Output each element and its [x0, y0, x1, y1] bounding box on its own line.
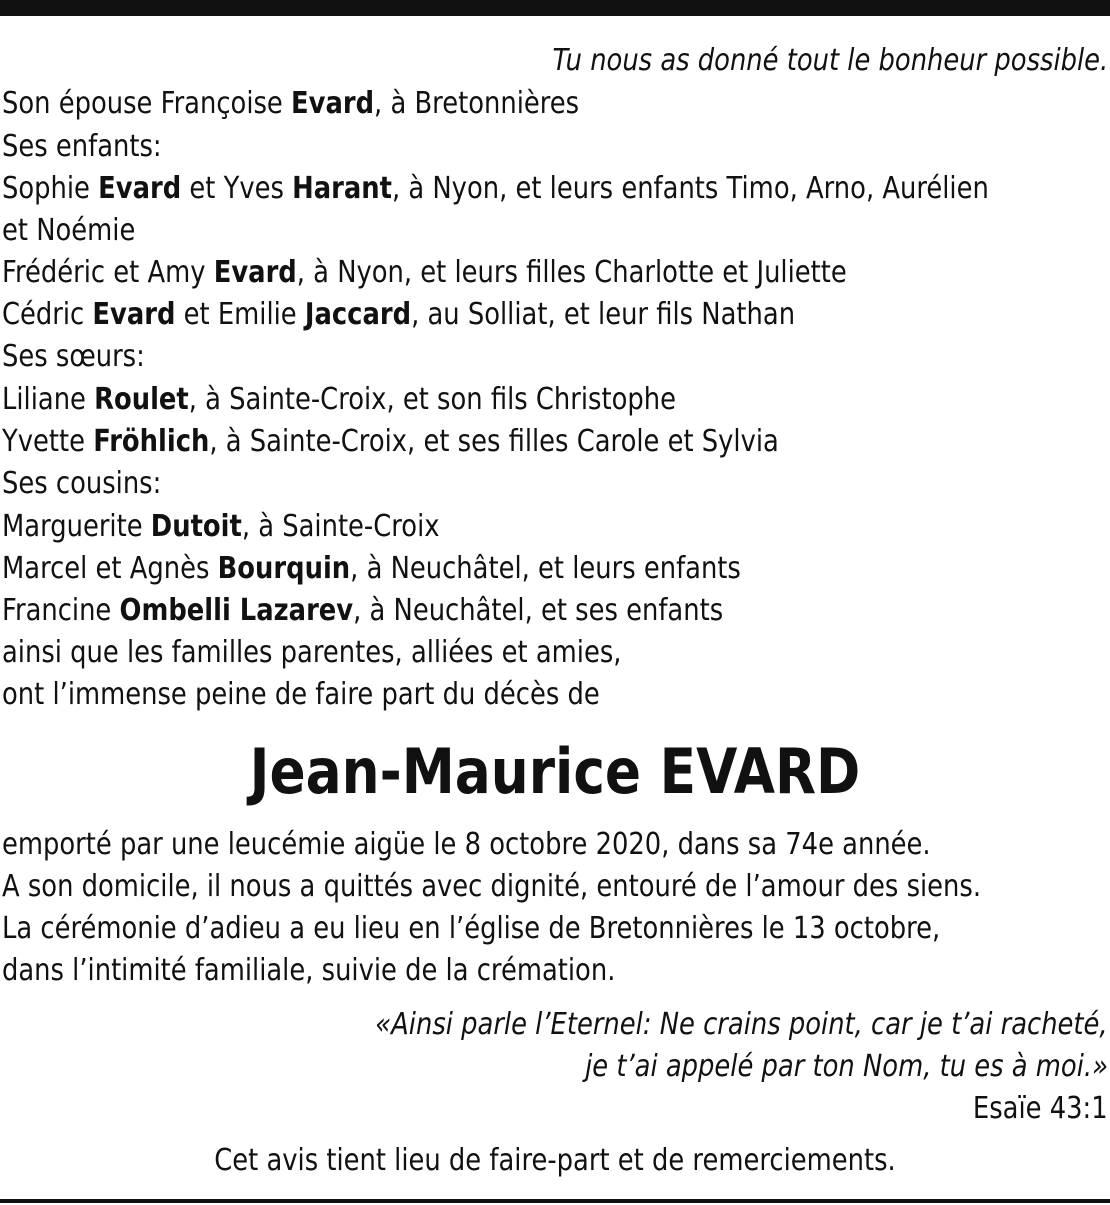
body-line: emporté par une leucémie aigüe le 8 octobre 2020, dans sa 74e année.	[2, 827, 931, 862]
family-line-families: ainsi que les familles parentes, alliées et amies,	[2, 635, 622, 670]
deceased-name: Jean-Maurice EVARD	[249, 735, 861, 808]
family-line-spouse: Son épouse Françoise Evard, à Bretonnières	[2, 86, 580, 121]
family-line-marcel: Marcel et Agnès Bourquin, à Neuchâtel, et leurs enfants	[2, 551, 741, 586]
family-line-marguerite: Marguerite Dutoit, à Sainte-Croix	[2, 509, 440, 544]
footer-note: Cet avis tient lieu de faire-part et de remerciements.	[214, 1143, 896, 1178]
family-line-frederic: Frédéric et Amy Evard, à Nyon, et leurs filles Charlotte et Juliette	[2, 255, 847, 290]
body-line: dans l’intimité familiale, suivie de la crémation.	[2, 953, 616, 988]
family-line-sophie-cont: et Noémie	[2, 213, 136, 248]
body-line: A son domicile, il nous a quittés avec dignité, entouré de l’amour des siens.	[2, 869, 982, 904]
family-line-yvette: Yvette Fröhlich, à Sainte-Croix, et ses filles Carole et Sylvia	[2, 424, 779, 459]
body-line: La cérémonie d’adieu a eu lieu en l’église de Bretonnières le 13 octobre,	[2, 911, 941, 946]
family-line-liliane: Liliane Roulet, à Sainte-Croix, et son fils Christophe	[2, 382, 676, 417]
family-line-francine: Francine Ombelli Lazarev, à Neuchâtel, et ses enfants	[2, 593, 724, 628]
family-line-sophie: Sophie Evard et Yves Harant, à Nyon, et leurs enfants Timo, Arno, Aurélien	[2, 171, 989, 206]
family-line-announcement: ont l’immense peine de faire part du décès de	[2, 677, 600, 712]
bible-reference: Esaïe 43:1	[973, 1091, 1108, 1126]
epigraph: Tu nous as donné tout le bonheur possible.	[552, 43, 1108, 78]
family-heading-sisters: Ses sœurs:	[2, 339, 145, 374]
family-line-cedric: Cédric Evard et Emilie Jaccard, au Solliat, et leur fils Nathan	[2, 297, 796, 332]
bottom-rule	[0, 1199, 1110, 1203]
family-heading-cousins: Ses cousins:	[2, 466, 162, 501]
bible-quote-line: «Ainsi parle l’Eternel: Ne crains point, car je t’ai racheté,	[375, 1007, 1108, 1042]
top-rule	[0, 0, 1110, 16]
bible-quote-line: je t’ai appelé par ton Nom, tu es à moi.»	[585, 1049, 1108, 1084]
family-heading-children: Ses enfants:	[2, 129, 162, 164]
